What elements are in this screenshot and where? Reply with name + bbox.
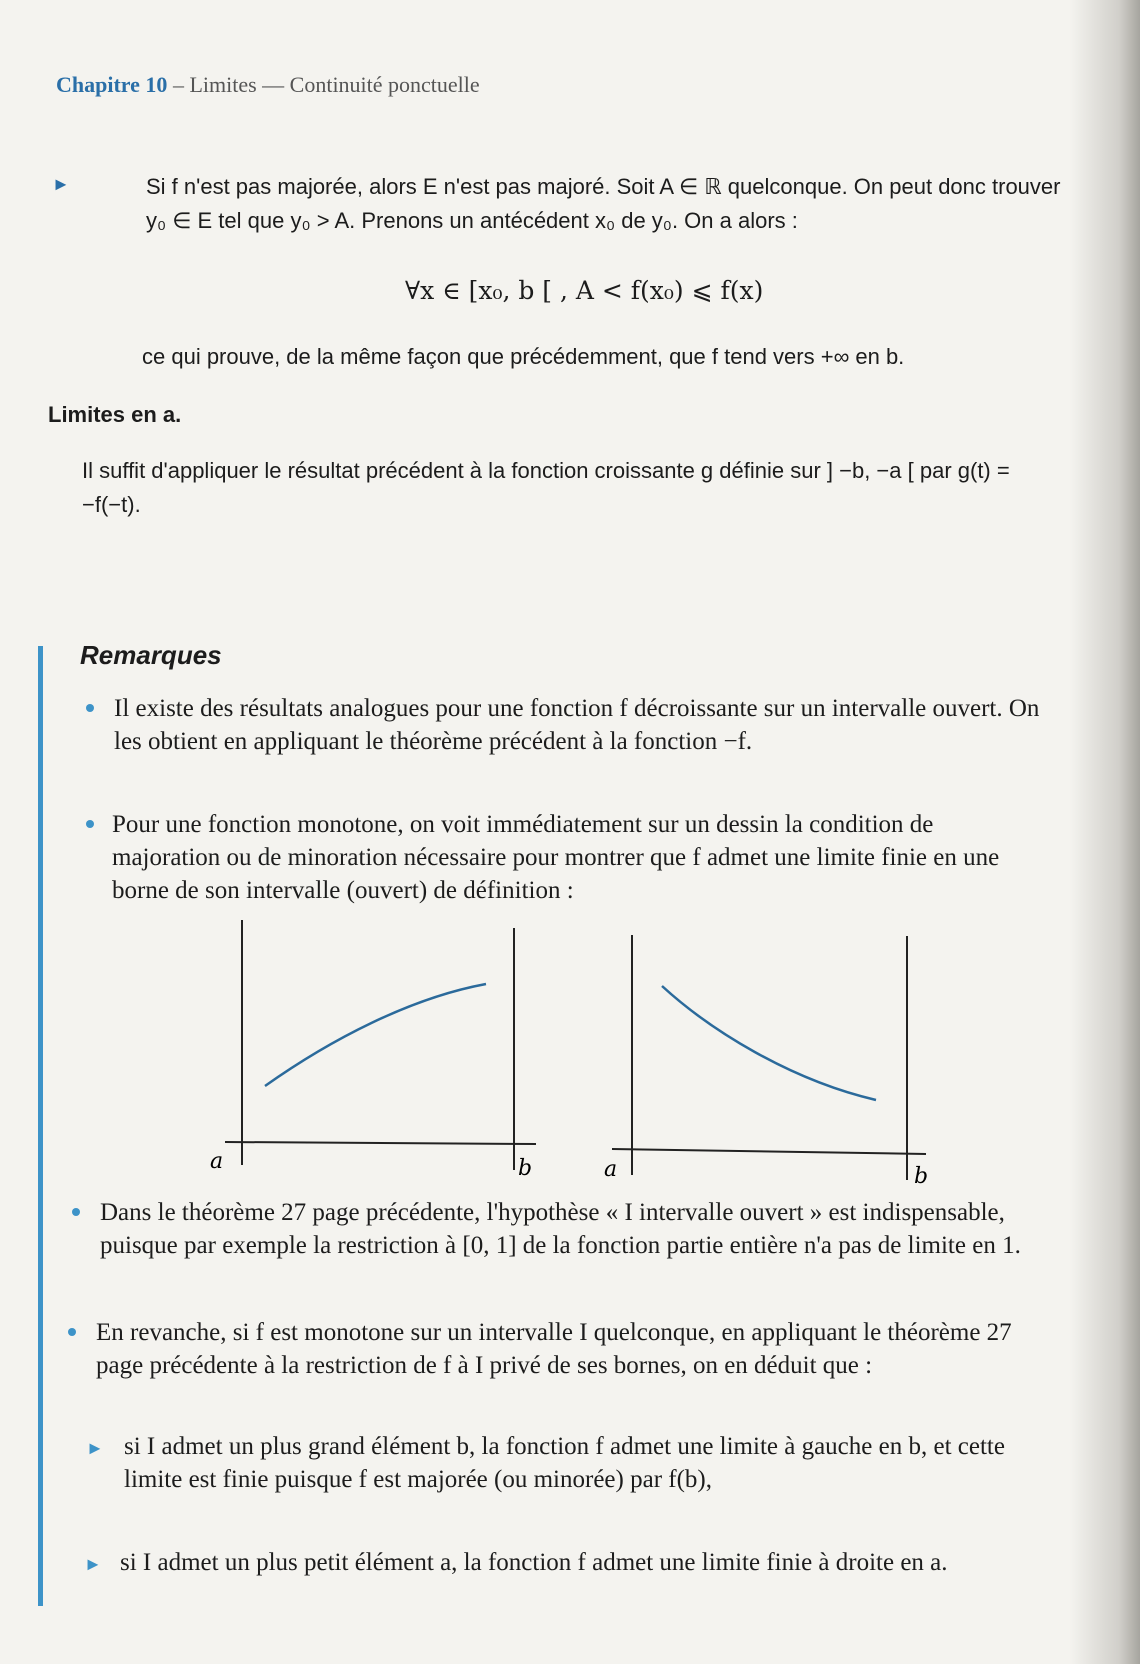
graph-increasing: [210, 920, 536, 1181]
remark-subitem-1: si I admet un plus grand élément b, la fonction f admet une limite à gauche en b, et cette limite est finie puisque f est majorée (ou minorée) par f(b),: [124, 1433, 1005, 1493]
chapter-title: – Limites — Continuité ponctuelle: [167, 72, 480, 97]
increasing-curve: [265, 984, 486, 1086]
left-x-axis: [225, 1142, 536, 1144]
remark-item-4: En revanche, si f est monotone sur un intervalle I quelconque, en appliquant le théorème 27 page précédente à la restriction de f à I privé de ses bornes, on en déduit que :: [96, 1319, 1012, 1379]
right-label-b: b: [914, 1164, 929, 1189]
sub-arrow-icon: ►: [86, 1438, 104, 1458]
bullet-dot-icon: [72, 1208, 80, 1216]
remark-item-3: Dans le théorème 27 page précédente, l'hypothèse « I intervalle ouvert » est indispensable, puisque par exemple la restriction à [0, 1] de la fonction partie entière n'a pas de limite en 1.: [100, 1199, 1021, 1259]
remark-subitem-2: si I admet un plus petit élément a, la fonction f admet une limite finie à droite en a.: [120, 1549, 948, 1576]
left-label-a: a: [210, 1149, 224, 1174]
graph-decreasing: [604, 935, 928, 1189]
decreasing-curve: [662, 986, 876, 1100]
sub-arrow-icon: ►: [84, 1554, 102, 1574]
remark-item-1: Il existe des résultats analogues pour une fonction f décroissante sur un intervalle ouvert. On les obtient en appliquant le théorème précédent à la fonction −f.: [114, 695, 1040, 755]
chapter-label: Chapitre 10: [56, 72, 168, 97]
right-x-axis: [612, 1149, 926, 1154]
conclusion-sentence: ce qui prouve, de la même façon que précédemment, que f tend vers +∞ en b.: [142, 344, 905, 369]
remarks-heading: Remarques: [80, 640, 222, 670]
intro-paragraph: Si f n'est pas majorée, alors E n'est pas majoré. Soit A ∈ ℝ quelconque. On peut donc trouver y₀ ∈ E tel que y₀ > A. Prenons un antécédent x₀ de y₀. On a alors :: [146, 174, 1061, 233]
left-label-b: b: [518, 1156, 533, 1181]
bullet-dot-icon: [68, 1328, 76, 1336]
right-label-a: a: [604, 1157, 618, 1182]
arrow-bullet-icon: ►: [52, 174, 70, 194]
remark-item-2: Pour une fonction monotone, on voit immédiatement sur un dessin la condition de majoration ou de minoration nécessaire pour montrer que f admet une limite finie en une borne de son intervalle (ouvert) de définition :: [112, 811, 1000, 904]
limites-a-paragraph: Il suffit d'appliquer le résultat précédent à la fonction croissante g définie sur ] −b, −a [ par g(t) = −f(−t).: [82, 458, 1010, 517]
formula-inequality: ∀x ∈ [x₀, b [ , A < f(x₀) ⩽ f(x): [405, 276, 764, 305]
section-heading-limites-a: Limites en a.: [48, 402, 182, 427]
